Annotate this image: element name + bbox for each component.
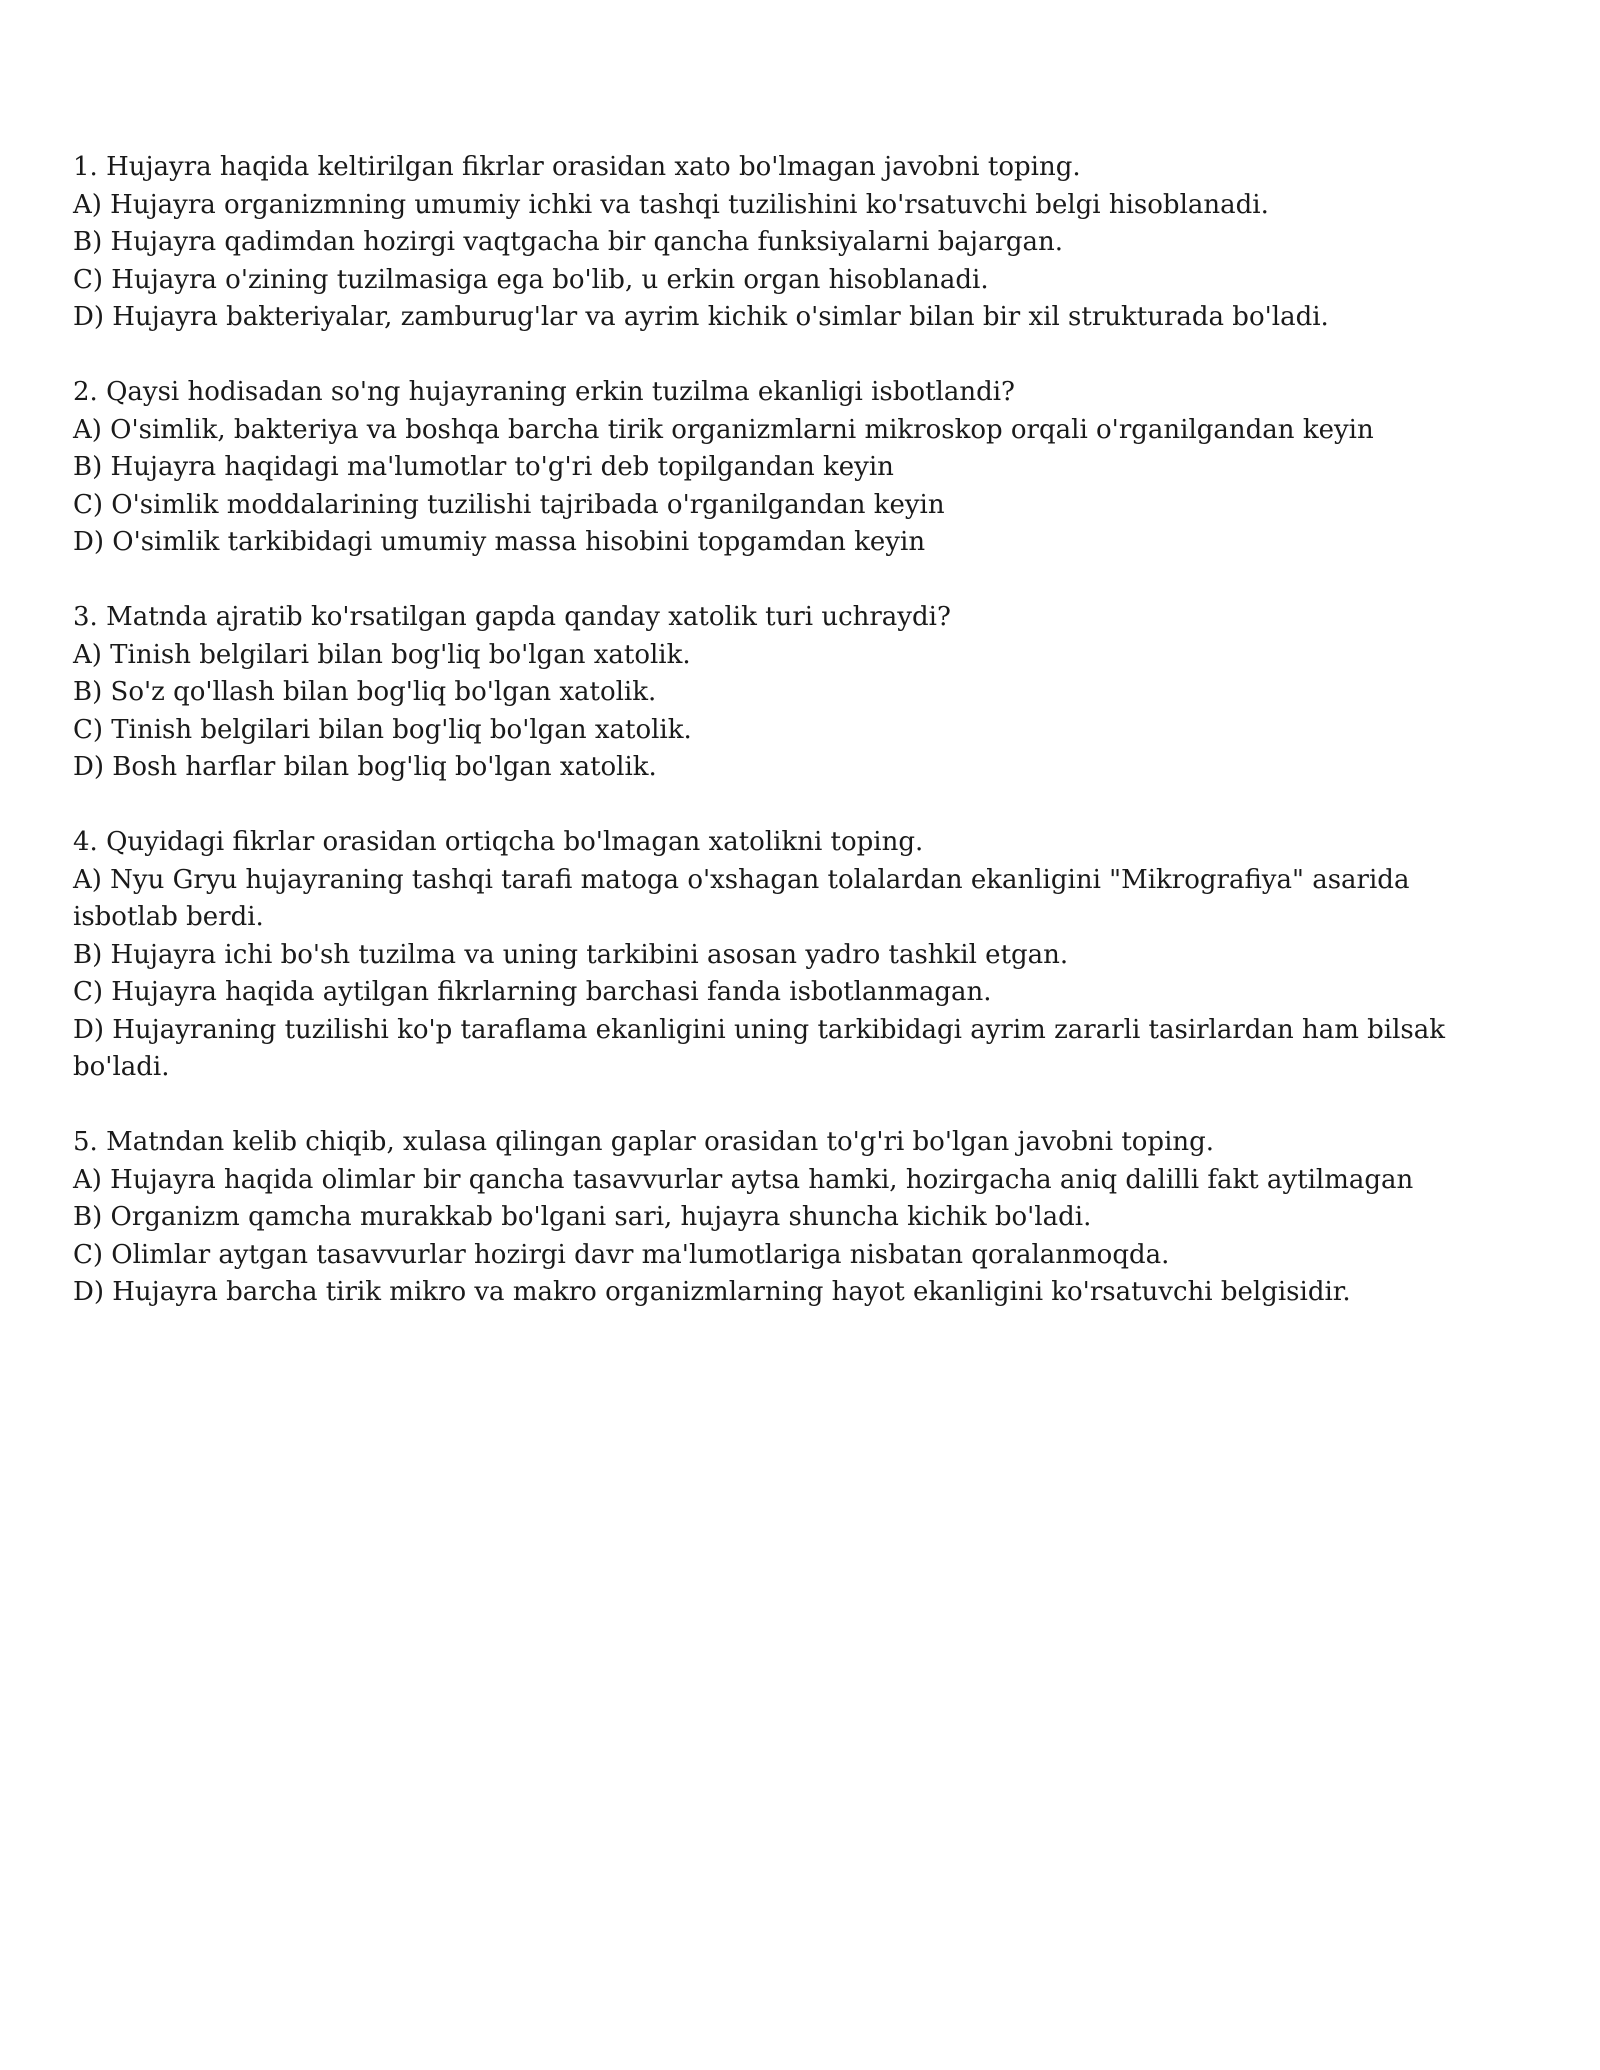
answer-option-b: B) Hujayra haqidagi ma'lumotlar to'g'ri deb topilgandan keyin xyxy=(73,452,894,482)
question-5 xyxy=(73,1124,1513,1312)
answer-option-d: D) Hujayraning tuzilishi ko'p taraflama ekanligini uning tarkibidagi ayrim zararli tasirlardan ham bilsak bo'ladi. xyxy=(73,1014,1445,1082)
answer-option-c: C) Olimlar aytgan tasavvurlar hozirgi davr ma'lumotlariga nisbatan qoralanmoqda. xyxy=(73,1239,1170,1270)
answer-option-c: C) O'simlik moddalarining tuzilishi tajribada o'rganilgandan keyin xyxy=(73,489,945,520)
answer-option-a: A) Hujayra haqida olimlar bir qancha tasavvurlar aytsa hamki, hozirgacha aniq dalilli fakt aytilmagan xyxy=(73,1164,1414,1195)
answer-option-c: C) Tinish belgilari bilan bog'liq bo'lgan xatolik. xyxy=(73,714,692,745)
answer-option-a: A) O'simlik, bakteriya va boshqa barcha tirik organizmlarni mikroskop orqali o'rganilgandan keyin xyxy=(73,414,1374,445)
question-3 xyxy=(73,599,1513,787)
question-1 xyxy=(73,149,1513,337)
question-stem: 1. Hujayra haqida keltirilgan fikrlar orasidan xato bo'lmagan javobni toping. xyxy=(73,152,1081,182)
question-stem: 4. Quyidagi fikrlar orasidan ortiqcha bo'lmagan xatolikni toping. xyxy=(73,827,924,857)
answer-option-b: B) Organizm qamcha murakkab bo'lgani sari, hujayra shuncha kichik bo'ladi. xyxy=(73,1202,1092,1232)
answer-option-b: B) So'z qo'llash bilan bog'liq bo'lgan xatolik. xyxy=(73,677,657,707)
question-2 xyxy=(73,374,1513,562)
answer-option-a: A) Nyu Gryu hujayraning tashqi tarafi matoga o'xshagan tolalardan ekanligini "Mikrografiya" asarida isbotlab berdi. xyxy=(73,864,1410,932)
answer-option-d: D) Bosh harflar bilan bog'liq bo'lgan xatolik. xyxy=(73,752,657,782)
answer-option-d: D) O'simlik tarkibidagi umumiy massa hisobini topgamdan keyin xyxy=(73,527,926,557)
answer-option-b: B) Hujayra ichi bo'sh tuzilma va uning tarkibini asosan yadro tashkil etgan. xyxy=(73,939,1069,970)
answer-option-c: C) Hujayra haqida aytilgan fikrlarning barchasi fanda isbotlanmagan. xyxy=(73,977,992,1007)
question-4 xyxy=(73,824,1513,1087)
question-stem: 3. Matnda ajratib ko'rsatilgan gapda qanday xatolik turi uchraydi? xyxy=(73,602,951,632)
question-stem: 5. Matndan kelib chiqib, xulasa qilingan gaplar orasidan to'g'ri bo'lgan javobni toping. xyxy=(73,1127,1215,1157)
answer-option-d: D) Hujayra barcha tirik mikro va makro organizmlarning hayot ekanligini ko'rsatuvchi belgisidir. xyxy=(73,1277,1351,1307)
answer-option-b: B) Hujayra qadimdan hozirgi vaqtgacha bir qancha funksiyalarni bajargan. xyxy=(73,227,1064,257)
answer-option-a: A) Hujayra organizmning umumiy ichki va tashqi tuzilishini ko'rsatuvchi belgi hisoblanadi. xyxy=(73,189,1269,220)
answer-option-c: C) Hujayra o'zining tuzilmasiga ega bo'lib, u erkin organ hisoblanadi. xyxy=(73,264,989,295)
answer-option-a: A) Tinish belgilari bilan bog'liq bo'lgan xatolik. xyxy=(73,639,691,670)
document-page xyxy=(73,149,1513,1349)
answer-option-d: D) Hujayra bakteriyalar, zamburug'lar va ayrim kichik o'simlar bilan bir xil strukturada bo'ladi. xyxy=(73,302,1329,332)
question-stem: 2. Qaysi hodisadan so'ng hujayraning erkin tuzilma ekanligi isbotlandi? xyxy=(73,377,1015,407)
